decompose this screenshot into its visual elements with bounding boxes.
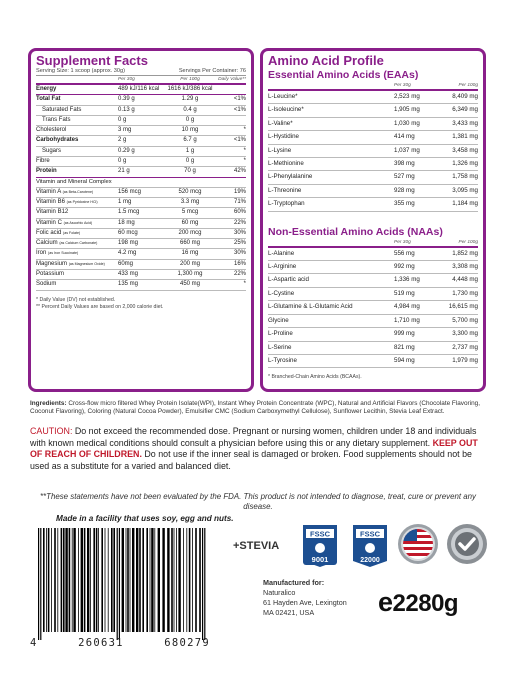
fssc-22000-badge <box>350 523 390 567</box>
col-header-30g: Per 30g <box>118 77 135 82</box>
amino-name: L-Aspartic acid <box>268 276 309 284</box>
vitamin-dv: 25% <box>233 240 246 247</box>
vitamin-section-title: Vitamin and Mineral Complex <box>36 178 246 188</box>
nutrient-dv: * <box>243 158 246 165</box>
nutrient-per-30g: 3 mg <box>118 127 132 134</box>
nutrient-per-30g: 0.29 g <box>118 147 135 154</box>
vitamin-row <box>36 188 246 198</box>
nutrient-name: Fibre <box>36 158 50 165</box>
amino-per-100g: 16,615 mg <box>448 303 478 311</box>
vitamin-name: Potassium <box>36 271 65 278</box>
amino-acid-title: Amino Acid Profile <box>268 53 384 68</box>
barcode-bar <box>158 528 160 632</box>
vitamin-name: Vitamin A <box>36 188 61 195</box>
nutrient-dv: <1% <box>233 106 246 113</box>
vitamin-name: Calcium <box>36 240 58 247</box>
nutrient-name: Trans Fats <box>42 116 71 123</box>
amino-per-30g: 398 mg <box>394 160 415 168</box>
quality-check-badge-icon <box>446 523 488 565</box>
vitamin-per-100g: 200 mg <box>179 260 200 267</box>
eaa-row <box>268 198 478 211</box>
amino-name: L-Tryptophan <box>268 200 305 208</box>
barcode-bar <box>51 528 52 632</box>
barcode-bar <box>98 528 99 632</box>
vitamin-name: Vitamin B12 <box>36 209 69 216</box>
vitamin-per-30g: 433 mg <box>118 271 139 278</box>
barcode-bar <box>90 528 91 632</box>
naa-col-30g: Per 30g <box>394 239 411 245</box>
vitamin-rows <box>36 188 246 291</box>
fssc-9001-bottom: 9001 <box>311 555 329 564</box>
vitamin-per-100g: 1,300 mg <box>177 271 203 278</box>
barcode-bar <box>84 528 86 632</box>
nutrient-row <box>36 147 246 157</box>
eaa-row <box>268 91 478 104</box>
nutrient-per-30g: 21 g <box>118 168 130 175</box>
vitamin-name-cell <box>36 188 118 197</box>
nutrient-dv: * <box>243 127 246 134</box>
amino-name: L-Tyrosine <box>268 356 297 364</box>
eaa-row <box>268 158 478 171</box>
nutrient-per-100g: 1.29 g <box>181 96 199 103</box>
barcode-bar <box>63 528 65 632</box>
manufacturer-label: Manufactured for: <box>263 578 325 587</box>
barcode-bar <box>81 528 83 632</box>
amino-name: L-Cystine <box>268 289 295 297</box>
vitamin-row <box>36 260 246 270</box>
ingredients-list: Cross-flow micro filtered Whey Protein Isolate(WPI), Instant Whey Protein Concentrate (WPC), Natural and Artificial Flavors (Chocolate Flavoring, Coconut Flavoring), Coloring (Natural Cocoa Powder), Emulsifier CMC (Sodium Carboxymethyl Cellulose), Sunflower Lecithin, Stevia Leaf Extract. <box>30 400 480 416</box>
serving-info <box>36 68 246 76</box>
nutrient-row <box>36 106 246 116</box>
naa-title: Non-Essential Amino Acids (NAAs) <box>268 225 443 238</box>
column-headers <box>36 76 246 85</box>
eaa-row <box>268 185 478 198</box>
vitamin-per-100g: 5 mcg <box>181 209 199 216</box>
vitamin-row <box>36 229 246 239</box>
vitamin-row <box>36 239 246 249</box>
vitamin-dv: 16% <box>233 260 246 267</box>
nutrient-name: Total Fat <box>36 96 61 103</box>
vitamin-dv: 19% <box>233 188 246 195</box>
caution-label: CAUTION: <box>30 426 73 436</box>
vitamin-per-30g: 135 mg <box>118 281 139 288</box>
vitamin-per-100g: 16 mg <box>181 250 199 257</box>
nutrient-per-100g: 0 g <box>185 158 195 165</box>
nutrient-dv: <1% <box>233 96 246 103</box>
vitamin-name-cell <box>36 198 118 207</box>
nutrient-name: Protein <box>36 168 57 175</box>
vitamin-row <box>36 219 246 229</box>
nutrient-per-30g: 0.39 g <box>118 96 135 103</box>
vitamin-row <box>36 270 246 280</box>
nutrient-per-100g: 0 g <box>185 116 195 123</box>
amino-per-30g: 355 mg <box>394 200 415 208</box>
vitamin-per-100g: 60 mg <box>181 219 199 226</box>
amino-per-100g: 1,758 mg <box>452 173 478 181</box>
vitamin-source: (as Ascorbic Acid) <box>63 220 93 225</box>
stevia-logo: +STEVIA <box>233 540 280 552</box>
nutrient-per-30g: 0 g <box>118 158 127 165</box>
barcode-bar <box>69 528 71 632</box>
amino-per-100g: 4,448 mg <box>452 276 478 284</box>
amino-name: L-Lysine <box>268 146 292 154</box>
nutrient-name: Energy <box>36 86 57 92</box>
barcode-bar <box>151 528 153 632</box>
barcode-bar <box>192 528 193 632</box>
barcode-digit-group-2: 260631 <box>78 637 124 649</box>
amino-per-100g: 3,300 mg <box>452 330 478 338</box>
barcode-bar <box>171 528 173 632</box>
nutrient-row <box>36 136 246 146</box>
amino-per-30g: 999 mg <box>394 330 415 338</box>
vitamin-name-cell <box>36 229 118 238</box>
eaa-column-headers <box>268 82 478 91</box>
nutrient-per-100g: 1 g <box>185 147 195 154</box>
barcode-bar <box>176 528 177 632</box>
net-weight <box>378 587 458 618</box>
nutrient-per-100g: 0.4 g <box>183 106 197 113</box>
amino-per-100g: 3,433 mg <box>452 119 478 127</box>
col-header-100g: Per 100g <box>180 77 200 82</box>
amino-per-100g: 1,381 mg <box>452 133 478 141</box>
barcode-bar <box>127 528 129 632</box>
barcode-digit-group-3: 680279 <box>164 637 210 649</box>
barcode-bar <box>46 528 47 632</box>
vitamin-per-30g: 60 mcg <box>118 229 138 236</box>
amino-name: L-Phenylalanine <box>268 173 313 181</box>
vitamin-name-cell <box>36 239 118 248</box>
nutrient-name: Cholesterol <box>36 127 67 134</box>
vitamin-name-cell <box>36 260 118 269</box>
amino-per-30g: 527 mg <box>394 173 415 181</box>
eaa-title: Essential Amino Acids (EAAs) <box>268 69 419 81</box>
vitamin-dv: 22% <box>233 219 246 226</box>
vitamin-per-30g: 18 mg <box>118 219 135 226</box>
amino-per-30g: 2,523 mg <box>394 93 420 100</box>
barcode-bar <box>146 528 148 632</box>
amino-name: L-Glutamine & L-Glutamic Acid <box>268 303 353 311</box>
vitamin-name: Magnesium <box>36 260 68 267</box>
vitamin-source: (as Pyridoxine HCl) <box>66 199 98 204</box>
amino-per-30g: 594 mg <box>394 356 415 364</box>
barcode-bar <box>43 528 45 632</box>
amino-per-30g: 4,984 mg <box>394 303 420 311</box>
ingredients-text <box>30 400 486 417</box>
barcode-digit-group-1: 4 <box>30 637 38 649</box>
amino-name: L-Alanine <box>268 249 295 257</box>
amino-name: L-Methionine <box>268 160 304 168</box>
barcode-bar <box>139 528 141 632</box>
nutrient-per-30g: 2 g <box>118 137 127 144</box>
nutrient-name: Carbohydrates <box>36 137 79 144</box>
ingredients-label: Ingredients: <box>30 400 67 407</box>
barcode-bar <box>54 528 56 632</box>
nutrition-rows <box>36 85 246 178</box>
footnote-2: ** Percent Daily Values are based on 2,000 calorie diet. <box>36 304 164 311</box>
vitamin-row <box>36 280 246 290</box>
barcode-bar <box>72 528 73 632</box>
nutrient-row <box>36 116 246 126</box>
manufacturer-address-1: 61 Hayden Ave, Lexington <box>263 598 347 607</box>
barcode-bar <box>111 528 113 632</box>
vitamin-name-cell <box>36 219 118 228</box>
barcode-guard-bar <box>40 528 41 640</box>
barcode-bar <box>167 528 169 632</box>
fssc-9001-badge <box>300 523 340 567</box>
naa-row <box>268 248 478 261</box>
nutrient-row <box>36 85 246 95</box>
eaa-rows <box>268 91 478 212</box>
barcode-bar <box>199 528 201 632</box>
naa-row <box>268 315 478 328</box>
amino-per-100g: 1,184 mg <box>452 200 478 208</box>
barcode-guard-bar <box>38 528 39 640</box>
vitamin-name-cell <box>36 270 118 279</box>
barcode-bar <box>132 528 134 632</box>
vitamin-row <box>36 249 246 259</box>
vitamin-dv: 30% <box>233 250 246 257</box>
vitamin-per-100g: 3.3 mg <box>180 198 200 205</box>
naa-row <box>268 288 478 301</box>
nutrient-per-100g: 10 mg <box>181 127 199 134</box>
vitamin-name: Vitamin B6 <box>36 198 65 205</box>
barcode-guard-bar <box>119 528 120 640</box>
naa-row <box>268 274 478 287</box>
keep-out-warning: KEEP OUT OF REACH OF CHILDREN. <box>30 437 478 460</box>
manufacturer-address-2: MA 02421, USA <box>263 608 315 617</box>
nutrient-name: Sugars <box>42 147 62 154</box>
barcode-bar <box>73 528 75 632</box>
vitamin-name: Iron <box>36 250 47 257</box>
barcode-bar <box>186 528 187 632</box>
amino-per-30g: 519 mg <box>394 289 415 297</box>
col-header-dv: Daily Value** <box>218 77 246 82</box>
vitamin-per-100g: 200 mcg <box>178 229 202 236</box>
amino-per-100g: 1,852 mg <box>452 249 478 257</box>
barcode-bar <box>183 528 184 632</box>
barcode-bar <box>189 528 191 632</box>
eaa-row <box>268 145 478 158</box>
nutrient-row <box>36 95 246 105</box>
net-weight-value: 2280g <box>392 590 459 617</box>
barcode-bar <box>113 528 115 632</box>
caution-text-2: Do not use if the inner seal is damaged or broken. Food supplements should not be used as a substitute for a varied and balanced diet. <box>30 449 472 471</box>
amino-per-30g: 1,710 mg <box>394 316 420 324</box>
usa-flag-badge-icon <box>397 523 439 565</box>
vitamin-per-30g: 1.5 mcg <box>118 209 140 216</box>
naa-row <box>268 261 478 274</box>
barcode-bar <box>130 528 131 632</box>
vitamin-dv: 60% <box>233 209 246 216</box>
amino-per-100g: 3,095 mg <box>452 186 478 194</box>
nutrient-dv: * <box>243 147 246 154</box>
barcode-digits <box>30 637 210 649</box>
fssc-9001-top: FSSC <box>309 529 331 539</box>
vitamin-source: (as Magnesium Oxide) <box>68 261 105 266</box>
amino-per-30g: 821 mg <box>394 343 415 351</box>
vitamin-name-cell <box>36 208 118 217</box>
estimated-sign: e <box>378 587 393 617</box>
amino-name: Glycine <box>268 316 289 324</box>
vitamin-per-100g: 660 mg <box>179 240 200 247</box>
barcode-bar <box>96 528 98 632</box>
barcode-bar <box>174 528 175 632</box>
vitamin-name: Folic acid <box>36 229 62 236</box>
barcode-image <box>30 528 210 644</box>
nutrient-per-100g: 70 g <box>184 168 196 175</box>
amino-per-100g: 1,730 mg <box>452 289 478 297</box>
barcode-bar <box>154 528 155 632</box>
eaa-col-100g: Per 100g <box>458 83 478 88</box>
naa-row <box>268 301 478 314</box>
vitamin-name: Vitamin C <box>36 219 62 226</box>
nutrient-row <box>36 157 246 167</box>
allergen-statement: Made in a facility that uses soy, egg and nuts. <box>56 514 234 523</box>
vitamin-source: (as Beta-Carotene) <box>62 189 94 194</box>
naa-row <box>268 328 478 341</box>
amino-per-100g: 2,737 mg <box>452 343 478 351</box>
vitamin-name-cell <box>36 249 118 258</box>
amino-name: L-Valine* <box>268 119 293 127</box>
barcode-guard-bar <box>202 528 203 640</box>
amino-acid-panel <box>260 48 486 392</box>
amino-per-100g: 5,700 mg <box>452 316 478 324</box>
eaa-col-30g: Per 30g <box>394 83 411 88</box>
barcode-bar <box>61 528 63 632</box>
naa-row <box>268 355 478 368</box>
nutrient-dv: <1% <box>233 137 246 144</box>
servings-per-container: Servings Per Container: 76 <box>178 68 246 74</box>
barcode-bar <box>178 528 180 632</box>
nutrient-per-30g: 0.13 g <box>118 106 135 113</box>
vitamin-name: Sodium <box>36 281 57 288</box>
barcode-bar <box>122 528 124 632</box>
caution-text-1: Do not exceed the recommended dose. Pregnant or nursing women, children under 18 and individuals with known medical conditions should consult a physician before using this or any dietary supplement. <box>30 426 477 448</box>
nutrient-per-30g: 489 kJ/116 kcal <box>118 86 160 92</box>
fssc-22000-bottom: 22000 <box>360 557 380 564</box>
vitamin-per-30g: 156 mcg <box>118 188 142 195</box>
nutrient-per-100g: 6.7 g <box>183 137 197 144</box>
barcode-bar <box>48 528 50 632</box>
barcode-guard-bar <box>204 528 205 640</box>
barcode-bar <box>195 528 197 632</box>
barcode-bar <box>126 528 127 632</box>
barcode-bar <box>105 528 106 632</box>
vitamin-dv: 71% <box>233 198 246 205</box>
manufacturer-info <box>263 578 347 618</box>
vitamin-source: (as Iron Succinate) <box>48 251 79 256</box>
vitamin-source: (as Calcium Carbonate) <box>59 241 98 246</box>
amino-per-100g: 8,409 mg <box>452 93 478 100</box>
barcode-bar <box>101 528 103 632</box>
supplement-facts-panel <box>28 48 254 392</box>
vitamin-source: (as Folate) <box>63 230 81 235</box>
nutrient-per-30g: 0 g <box>118 116 127 123</box>
footnote-1: * Daily Value (DV) not established. <box>36 296 116 303</box>
serving-size: Serving Size: 1 scoop (approx. 30g) <box>36 68 125 74</box>
fssc-22000-top: FSSC <box>359 529 381 539</box>
vitamin-row <box>36 208 246 218</box>
barcode-guard-bar <box>117 528 118 640</box>
vitamin-name-cell <box>36 280 118 289</box>
amino-name: L-Serine <box>268 343 292 351</box>
vitamin-dv: * <box>243 281 246 288</box>
amino-per-100g: 1,326 mg <box>452 160 478 168</box>
barcode-bar <box>93 528 95 632</box>
amino-name: L-Arginine <box>268 263 297 271</box>
barcode-bar <box>150 528 151 632</box>
amino-per-30g: 1,905 mg <box>394 106 420 114</box>
amino-name: L-Isoleucine* <box>268 106 304 114</box>
naa-row <box>268 342 478 355</box>
barcode-bar <box>108 528 109 632</box>
naa-column-headers <box>268 239 478 248</box>
caution-text <box>30 426 486 472</box>
nutrient-name: Saturated Fats <box>42 106 82 113</box>
nutrient-row <box>36 126 246 136</box>
eaa-row <box>268 118 478 131</box>
barcode-bar <box>65 528 67 632</box>
barcode-bar <box>57 528 58 632</box>
eaa-row <box>268 171 478 184</box>
amino-per-100g: 6,349 mg <box>452 106 478 114</box>
vitamin-dv: 22% <box>233 271 246 278</box>
fda-statement: **These statements have not been evaluated by the FDA. This product is not intended to diagnose, treat, cure or prevent any disease. <box>39 492 476 511</box>
vitamin-per-100g: 450 mg <box>179 281 200 288</box>
amino-per-30g: 1,030 mg <box>394 119 420 127</box>
vitamin-per-30g: 198 mg <box>118 240 139 247</box>
amino-per-30g: 1,336 mg <box>394 276 420 284</box>
amino-name: L-Hystidine <box>268 133 299 141</box>
amino-name: L-Threonine <box>268 186 302 194</box>
amino-per-100g: 1,979 mg <box>452 356 478 364</box>
amino-per-30g: 1,037 mg <box>394 146 420 154</box>
supplement-facts-title: Supplement Facts <box>36 53 148 68</box>
amino-per-30g: 992 mg <box>394 263 415 271</box>
eaa-row <box>268 131 478 144</box>
barcode-bar <box>136 528 138 632</box>
naa-col-100g: Per 100g <box>458 239 478 245</box>
vitamin-per-30g: 1 mg <box>118 198 132 205</box>
vitamin-per-30g: 4.2 mg <box>118 250 137 257</box>
amino-per-100g: 3,458 mg <box>452 146 478 154</box>
nutrient-row <box>36 167 246 177</box>
amino-per-30g: 928 mg <box>394 186 415 194</box>
nutrient-dv: 42% <box>233 168 246 175</box>
amino-name: L-Leucine* <box>268 93 298 100</box>
barcode-bar <box>142 528 144 632</box>
barcode-bar <box>162 528 164 632</box>
footnotes <box>36 297 246 312</box>
amino-name: L-Proline <box>268 330 293 338</box>
nutrient-per-100g: 1616 kJ/386 kcal <box>167 86 213 92</box>
amino-per-100g: 3,308 mg <box>452 263 478 271</box>
vitamin-row <box>36 198 246 208</box>
vitamin-per-100g: 520 mcg <box>178 188 202 195</box>
bcaa-note: * Branched-Chain Amino Acids (BCAAs). <box>268 374 362 381</box>
amino-per-30g: 414 mg <box>394 133 415 141</box>
amino-per-30g: 556 mg <box>394 249 415 257</box>
manufacturer-name: Naturalico <box>263 588 296 597</box>
barcode-bar <box>78 528 79 632</box>
vitamin-per-30g: 60mg <box>118 260 134 267</box>
barcode-bar <box>87 528 89 632</box>
eaa-row <box>268 104 478 117</box>
naa-rows <box>268 248 478 369</box>
vitamin-dv: 30% <box>233 229 246 236</box>
